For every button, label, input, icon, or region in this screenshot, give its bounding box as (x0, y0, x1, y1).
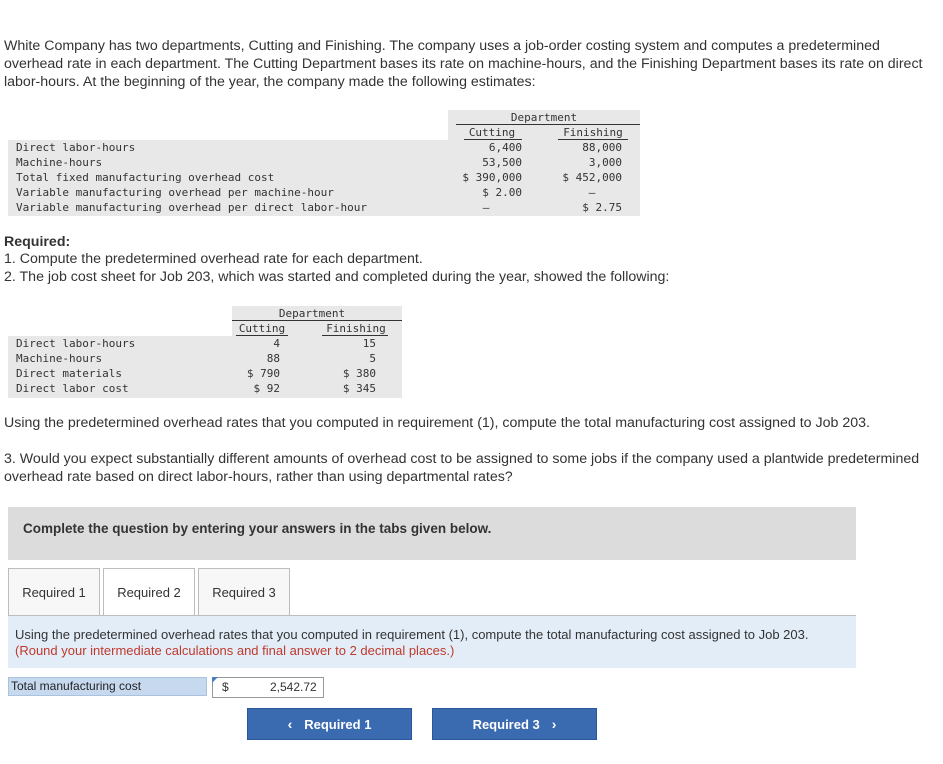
cutting-value: $ 790 (246, 367, 280, 380)
instruction-main: Using the predetermined overhead rates that you computed in requirement (1), compute the total manufacturing cost assigned to Job 203. (15, 627, 809, 642)
estimates-finishing-header: Finishing (563, 126, 623, 139)
required-heading: Required: (4, 234, 71, 250)
total-manufacturing-cost-value[interactable]: 2,542.72 (270, 680, 317, 694)
requirement-2-text: 2. The job cost sheet for Job 203, which was started and completed during the year, showed the following: (4, 269, 670, 285)
estimates-department-underline (456, 124, 640, 125)
cutting-value: 4 (273, 337, 280, 350)
tab-required-2[interactable] (103, 568, 195, 616)
next-required-3-button[interactable] (432, 708, 597, 740)
job-finishing-header: Finishing (326, 322, 386, 335)
estimates-cutting-header: Cutting (468, 126, 516, 139)
finishing-value: – (588, 186, 596, 199)
finishing-value: 5 (369, 352, 376, 365)
total-manufacturing-cost-label: Total manufacturing cost (8, 677, 207, 696)
requirement-2-continued-text: Using the predetermined overhead rates that you computed in requirement (1), compute the total manufacturing cost assigned to Job 203. (4, 415, 870, 431)
currency-symbol: $ (222, 680, 229, 694)
finishing-value: 3,000 (588, 156, 622, 169)
prev-button-label: Required 1 (304, 716, 372, 732)
answer-flag-icon (212, 677, 218, 683)
instruction-text (15, 627, 835, 659)
intro-text: White Company has two departments, Cutting and Finishing. The company uses a job-order costing system and computes a predetermined overhead rate in each department. The Cutting Department bases its rate on machine-hours, and the Finishing Department bases its rate on direct labor-hours. At the beginning of the year, the company made the following estimates: (4, 38, 923, 90)
tab-label: Required 1 (22, 585, 86, 600)
finishing-value: $ 452,000 (562, 171, 622, 184)
cutting-value: $ 2.00 (482, 186, 522, 199)
job-cutting-underline (236, 335, 288, 336)
estimates-department-header: Department (510, 111, 578, 124)
cutting-value: $ 92 (253, 382, 280, 395)
row-label: Direct labor cost (16, 382, 129, 395)
row-label: Machine-hours (16, 352, 103, 365)
tab-label: Required 3 (212, 585, 276, 600)
row-label: Variable manufacturing overhead per machine-hour (16, 186, 334, 199)
row-label: Direct labor-hours (16, 337, 136, 350)
instructions-banner-text: Complete the question by entering your answers in the tabs given below. (23, 521, 492, 536)
tab-required-1[interactable] (8, 568, 100, 616)
job-finishing-underline (322, 335, 388, 336)
row-label: Total fixed manufacturing overhead cost (16, 171, 275, 184)
row-label: Direct materials (16, 367, 122, 380)
cutting-value: 6,400 (488, 141, 522, 154)
prev-required-1-button[interactable] (247, 708, 412, 740)
cutting-value: 53,500 (482, 156, 522, 169)
job-department-underline (232, 320, 402, 321)
instruction-rounding-note: (Round your intermediate calculations and final answer to 2 decimal places.) (15, 643, 455, 658)
tab-label: Required 2 (117, 585, 181, 600)
finishing-value: $ 2.75 (582, 201, 622, 214)
row-label: Machine-hours (16, 156, 103, 169)
estimates-cutting-underline (464, 139, 522, 140)
estimates-finishing-underline (558, 139, 628, 140)
chevron-left-icon: ‹ (287, 716, 293, 732)
cutting-value: 88 (266, 352, 280, 365)
row-label: Variable manufacturing overhead per direct labor-hour (16, 201, 367, 214)
job-cutting-header: Cutting (238, 322, 286, 335)
finishing-value: $ 345 (342, 382, 376, 395)
row-label: Direct labor-hours (16, 141, 136, 154)
finishing-value: 88,000 (582, 141, 622, 154)
finishing-value: 15 (362, 337, 376, 350)
cutting-value: $ 390,000 (462, 171, 522, 184)
tab-required-3[interactable] (198, 568, 290, 616)
job-department-header: Department (278, 307, 346, 320)
chevron-right-icon: › (551, 716, 557, 732)
next-button-label: Required 3 (472, 716, 540, 732)
cutting-value: – (482, 201, 490, 214)
finishing-value: $ 380 (342, 367, 376, 380)
requirement-1-text: 1. Compute the predetermined overhead rate for each department. (4, 251, 423, 267)
requirement-3-text: 3. Would you expect substantially different amounts of overhead cost to be assigned to some jobs if the company used a plantwide predetermined overhead rate based on direct labor-hours, rather than using departmental rates? (4, 451, 920, 485)
